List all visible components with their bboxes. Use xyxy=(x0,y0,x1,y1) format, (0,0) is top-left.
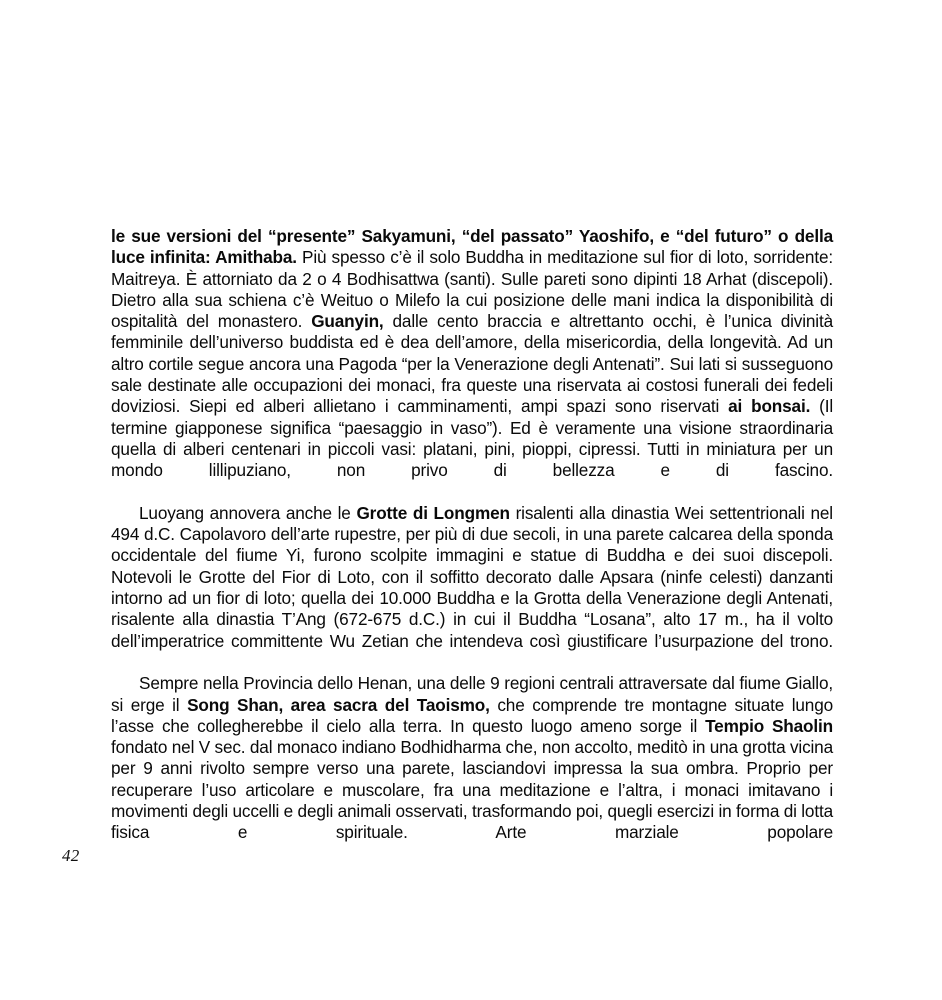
emphasis-term: Guanyin, xyxy=(311,311,384,332)
page-number: 42 xyxy=(62,846,80,865)
emphasis-term: le sue versioni del “presente” Sakyamuni, “del passato” Yaoshifo, e “del futuro” o della luce infinita: Amithaba. xyxy=(111,226,833,268)
paragraph-1 xyxy=(111,226,833,503)
paragraph-3 xyxy=(111,673,833,865)
body-text-column xyxy=(111,226,833,865)
emphasis-term: Song Shan, area sacra del Taoismo, xyxy=(187,694,490,715)
text-run: Sempre nella Provincia dello Henan, una delle 9 regioni centrali attraversate dal fiume Giallo, si erge il xyxy=(111,673,833,715)
text-run: fondato nel V sec. dal monaco indiano Bodhidharma che, non accolto, meditò in una grotta vicina per 9 anni rivolto sempre verso una parete, lasciandovi impressa la sua ombra. Proprio per recuperare l’uso articolare e muscolare, fra una meditazione e l’altra, i monaci imitavano i movimenti degli uccelli e degli animali osservati, trasformando poi, quegli esercizi in forma di lotta fisica e spirituale. Arte marziale popolare xyxy=(111,737,833,843)
text-run: dalle cento braccia e altrettanto occhi, è l’unica divinità femminile dell’universo buddista ed è dea dell’amore, della misericordia, della longevità. Ad un altro cortile segue ancora una Pagoda “per la Venerazione degli Antenati”. Sui lati si susseguono sale destinate alle occupazioni dei monaci, fra queste una riservata ai costosi funerali dei fedeli doviziosi. Siepi ed alberi allietano i camminamenti, ampi spazi sono riservati xyxy=(111,311,834,417)
text-run: risalenti alla dinastia Wei settentrionali nel 494 d.C. Capolavoro dell’arte rupestre, per più di due secoli, in una parete calcarea della sponda occidentale del fiume Yi, furono scolpite immagini e statue di Buddha e dei suoi discepoli. Notevoli le Grotte del Fior di Loto, con il soffitto decorato dalle Apsara (ninfe celesti) danzanti intorno ad un fior di loto; quella dei 10.000 Buddha e la Grotta della Venerazione degli Antenati, risalente alla dinastia T’Ang (672-675 d.C.) in cui il Buddha “Losana”, alto 17 m., ha il volto dell’imperatrice committente Wu Zetian che intendeva così giustificare l’usurpazione del trono. xyxy=(111,502,833,651)
paragraph-2 xyxy=(111,503,833,673)
text-run: Più spesso c’è il solo Buddha in meditazione sul fior di loto, sorridente: Maitreya. È attorniato da 2 o 4 Bodhisattwa (santi). Sulle pareti sono dipinti 18 Arhat (discepoli). Dietro alla sua schiena c’è Weituo o Milefo la cui posizione delle mani indica la disponibilità di ospitalità del monastero. xyxy=(111,247,833,332)
emphasis-term: ai bonsai. xyxy=(728,396,811,417)
text-run: (Il termine giapponese significa “paesaggio in vaso”). Ed è veramente una visione straordinaria quella di alberi centenari in piccoli vasi: platani, pini, pioppi, cipressi. Tutti in miniatura per un mondo lillipuziano, non privo di bellezza e di fascino. xyxy=(111,396,834,481)
text-run: Luoyang annovera anche le xyxy=(139,502,357,523)
emphasis-term: Tempio Shaolin xyxy=(705,715,833,736)
text-run: che comprende tre montagne situate lungo l’asse che collegherebbe il cielo alla terra. In questo luogo ameno sorge il xyxy=(111,694,834,736)
emphasis-term: Grotte di Longmen xyxy=(356,502,510,523)
